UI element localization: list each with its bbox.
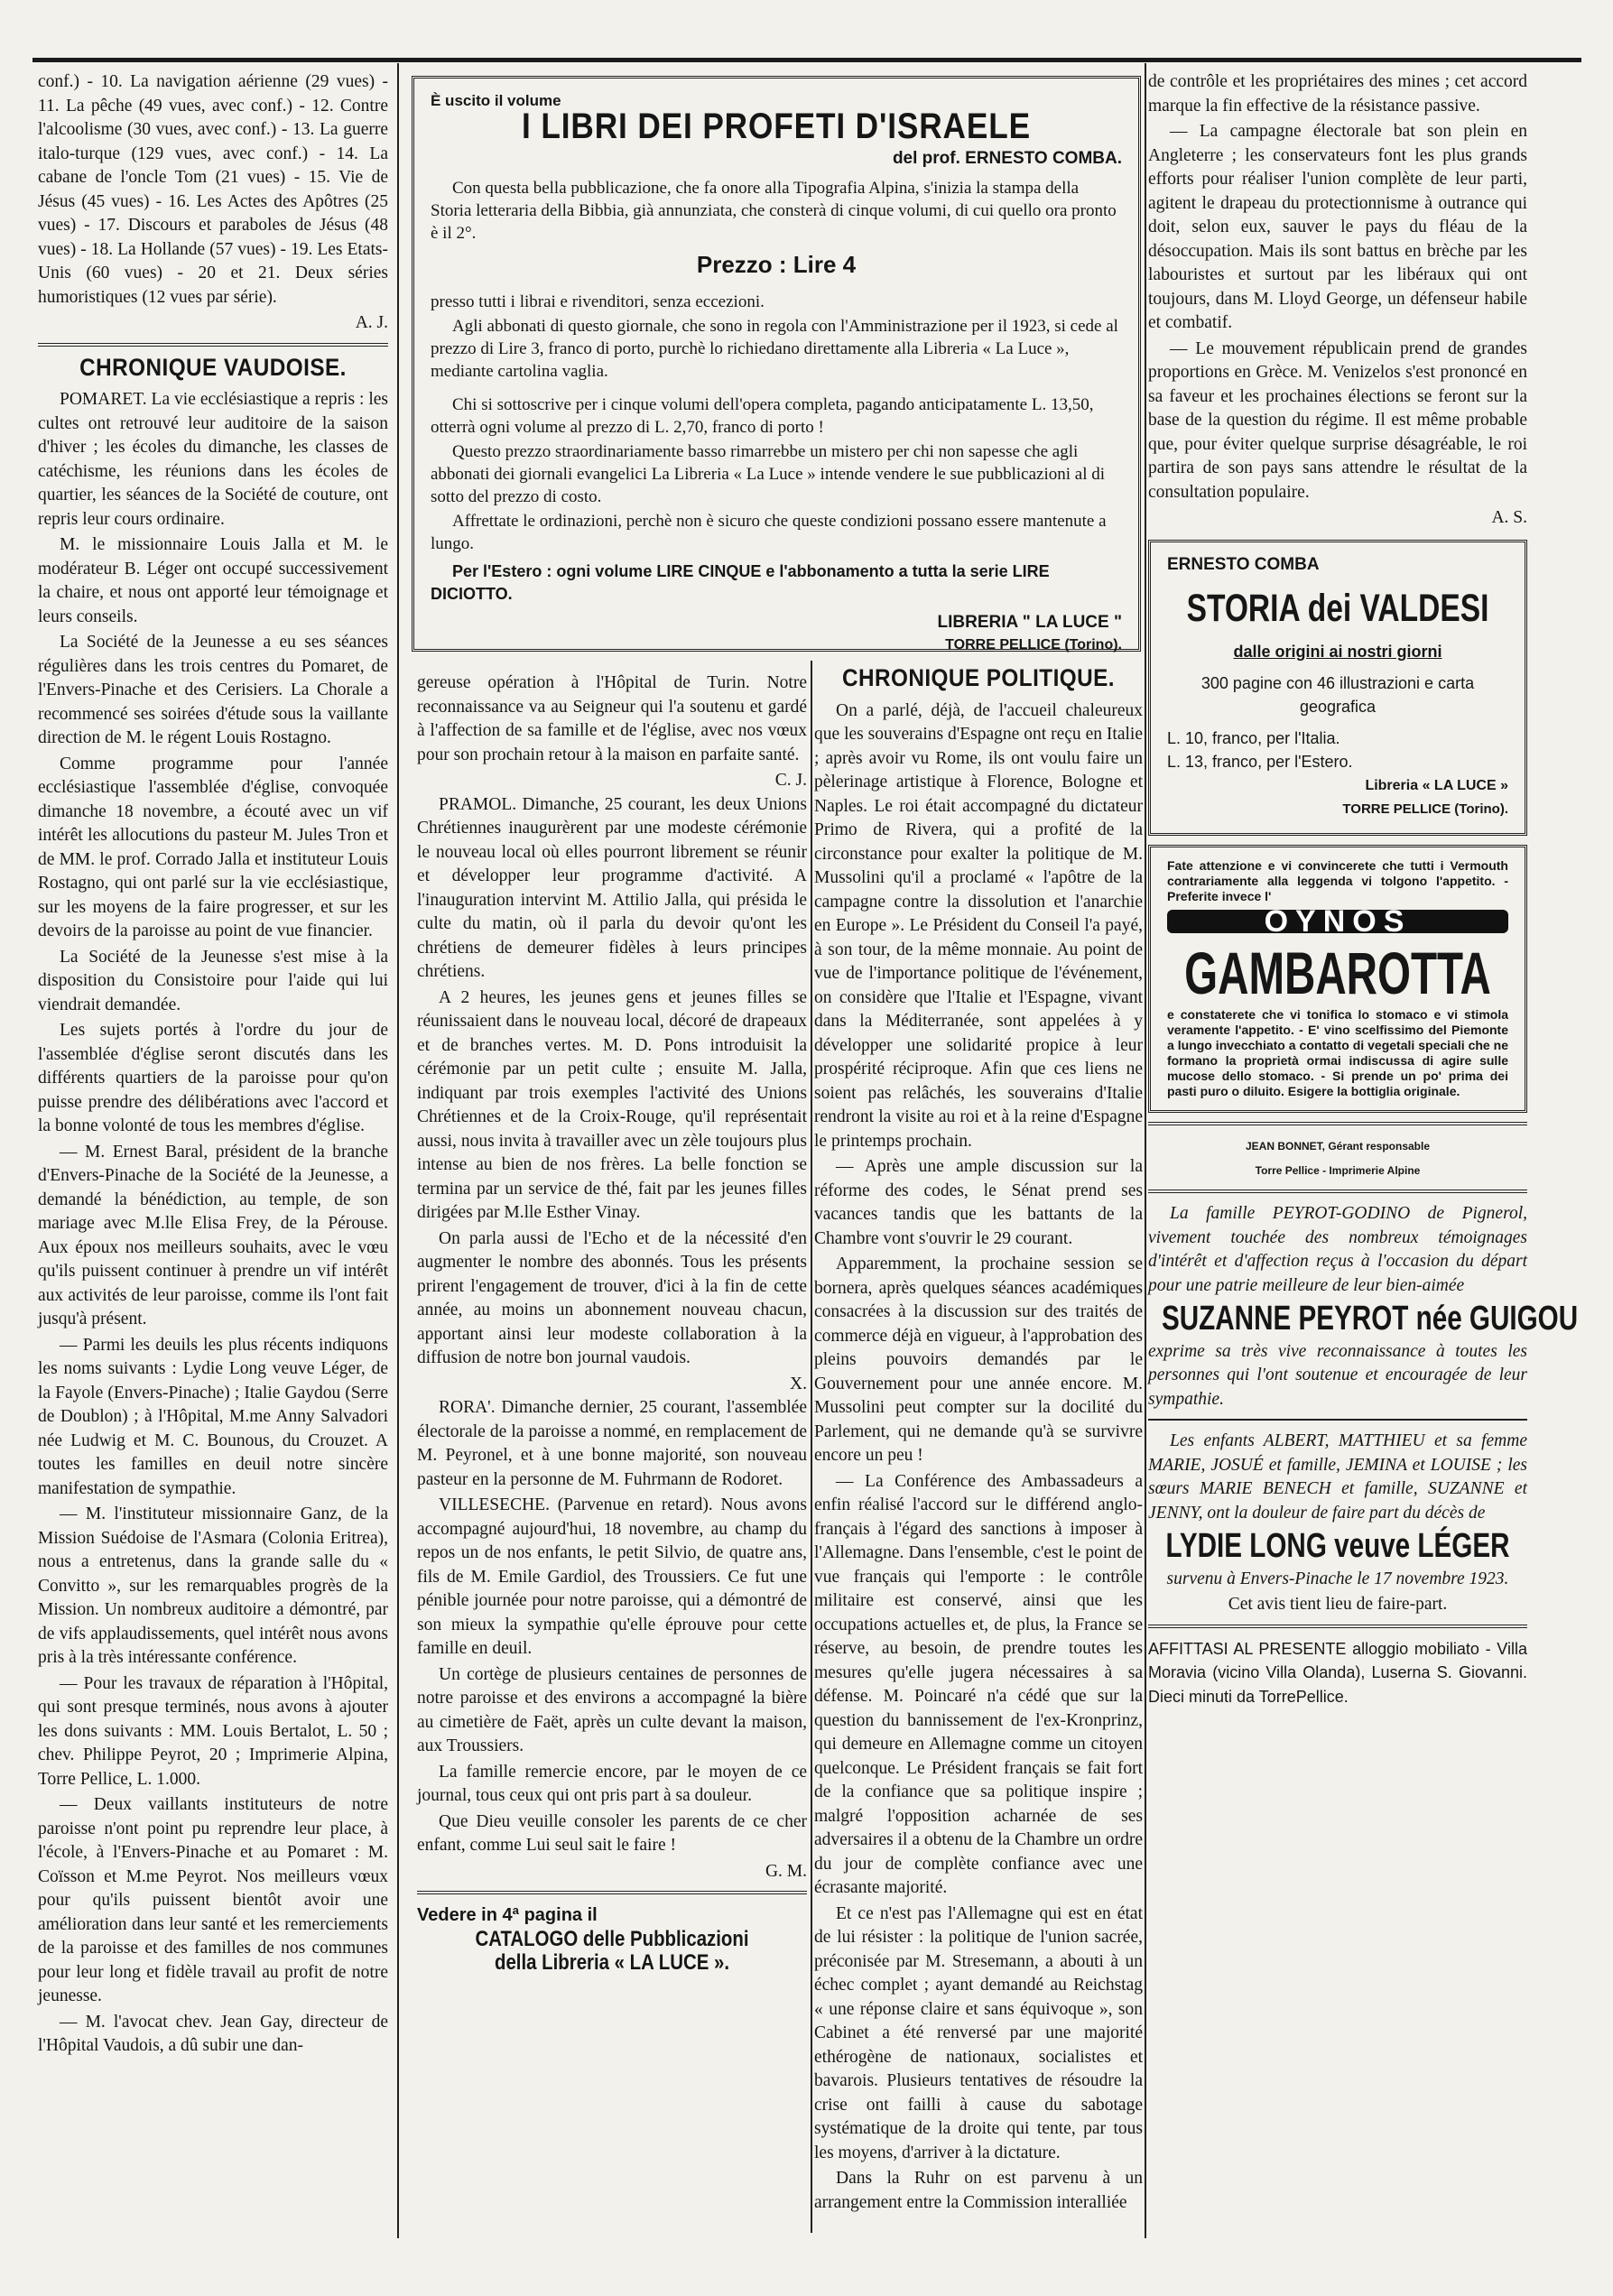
paragraph: de contrôle et les propriétaires des mines ; cet accord marque la fin effective de la résistance passive. [1148, 72, 1527, 116]
signature: C. J. [774, 771, 807, 790]
ad-paragraph: Agli abbonati di questo giornale, che sono in regola con l'Amministrazione per il 1923, si cede al prezzo di Lire 3, franco di porto, purchè lo richiedano direttamente alla Libreria « La Luce », mediante cartolina vaglia. [431, 317, 1118, 381]
paragraph: — Deux vaillants instituteurs de notre paroisse n'ont point pu reprendre leur place, à l'école, à l'Envers-Pinache et au Pomaret : M. Coïsson et M.me Peyrot. Nos meilleurs vœux pour qu'ils puissent bientôt avoir une amélioration dans leur santé et les remerciements de la paroisse et des familles de nos communes pour leur long et fidèle travail au profit de notre jeunesse. [38, 1795, 388, 2005]
divider [1148, 1122, 1527, 1125]
section-heading: CHRONIQUE POLITIQUE. [842, 664, 1115, 691]
paragraph: — M. Ernest Baral, président de la branche d'Envers-Pinache de la Société de la Jeunesse, a demandé la bénédiction, au temple, de son mariage avec M.lle Elisa Frey, de la Pérouse. Aux époux nos meilleurs souhaits, avec le vœu qu'ils puissent continuer à prendre un vif intérêt aux activités de leur paroisse, comme ils l'ont fait jusqu'à présent. [38, 1142, 388, 1329]
peyrot-name: SUZANNE PEYROT née GUIGOU [1162, 1300, 1579, 1338]
column-4 [1148, 70, 1579, 2241]
paragraph: La Société de la Jeunesse s'est mise à la disposition du Consistoire pour l'aide qui lui viendrait demandée. [38, 947, 388, 1014]
storia-subtitle: dalle origini ai nostri giorni [1233, 643, 1442, 661]
storia-ad [1148, 540, 1527, 836]
divider [1148, 1419, 1527, 1421]
ad-paragraph: Chi si sottoscrive per i cinque volumi dell'opera completa, pagando anticipatamente L. 13,50, otterrà ogni volume al prezzo di L. 2,70, franco di porto ! [431, 395, 1094, 437]
oynos-logo: OYNOS [1167, 910, 1508, 934]
paragraph: Apparemment, la prochaine session se bornera, après quelques séances académiques consacrées à la discussion sur des traités de commerce déjà en vigueur, à l'approbation des pleins pouvoirs demandés par le Gouvernement pour une année encore. M. Mussolini peut compter sur la docilité du Parlement, qui ne demande qu'à se survivre encore un peu ! [814, 1254, 1143, 1465]
peyrot-notice-2: exprime sa très vive reconnaissance à toutes les personnes qui l'ont soutenue et encouragée de leur sympathie. [1148, 1341, 1527, 1409]
paragraph: — La Conférence des Ambassadeurs a enfin réalisé l'accord sur le différend anglo-français à l'égard des sanctions à imposer à l'Allemagne. Dans l'ensemble, c'est le point de vue français qui l'emporte : le contrôle militaire est conservé, ainsi que les occupations actuelles et, de plus, la France se réserve, au besoin, de prendre toutes les mesures qu'elle jugera nécessaires à sa défense. M. Poincaré n'a cédé que sur la question du bannissement de l'ex-Kronprinz, qui demeure en Allemagne comme un citoyen quelconque. Le Président français se fait fort de la confiance que sa politique inspire ; malgré l'opposition acharnée de ses adversaires il a obtenu de la Chambre un ordre du jour de complète confiance avec une écrasante majorité. [814, 1471, 1143, 1897]
vedere-heading: Vedere in 4ª pagina il [417, 1905, 598, 1925]
storia-author: ERNESTO COMBA [1167, 554, 1320, 574]
long-note: Cet avis tient lieu de faire-part. [1228, 1595, 1448, 1614]
imprimerie: Torre Pellice - Imprimerie Alpine [1255, 1163, 1421, 1177]
paragraph: — Pour les travaux de réparation à l'Hôpital, qui sont presque terminés, nous avons à ajouter les dons suivants : MM. Louis Bertalot, L. 50 ; chev. Philippe Peyrot, 20 ; Imprimerie Alpina, Torre Pellice, L. 1.000. [38, 1673, 388, 1789]
newspaper-page [32, 58, 1581, 2260]
paragraph: Un cortège de plusieurs centaines de personnes de notre paroisse et des environs a accompagné la bière au cimetière de Faët, après un culte devant la maison, aux Troussiers. [417, 1664, 807, 1755]
paragraph: La Société de la Jeunesse a eu ses séances régulières dans les trois centres du Pomaret, de l'Envers-Pinache et des Cerisiers. La Chorale a recommencé ses soirées d'étude sous la vaillante direction de M. le régent Louis Rostagno. [38, 633, 388, 747]
gerant: JEAN BONNET, Gérant responsable [1245, 1140, 1431, 1153]
libri-ad [412, 76, 1141, 652]
slides-list: conf.) - 10. La navigation aérienne (29 vues) - 11. La pêche (49 vues, avec conf.) - 12. Contre l'alcoolisme (30 vues, avec conf.) - 13. La guerre italo-turque (129 vues, avec conf.) - 14. La cabane de l'oncle Tom (21 vues) - 15. Vie de Jésus (45 vues) - 16. Les Actes des Apôtres (25 vues) - 17. Discours et paraboles de Jésus (48 vues) - 18. La Hollande (57 vues) - 19. Les Etats-Unis (60 vues) - 20 et 21. Deux séries humoristiques (12 vues par série). [38, 72, 388, 307]
ad-signature-location: TORRE PELLICE (Torino). [945, 637, 1122, 653]
signature: X. [790, 1374, 807, 1393]
paragraph: — Parmi les deuils les plus récents indiquons les noms suivants : Lydie Long veuve Léger, de la Fayole (Envers-Pinache) ; Italie Gaydou (Serre de Doublon) ; à l'Hôpital, M.me Anny Salvadori née Ludwig et M. C. Bounous, du Crouzet. A toutes les familles en deuil notre sincère manifestation de sympathie. [38, 1335, 388, 1498]
ad-paragraph: presso tutti i librai e rivenditori, senza eccezioni. [431, 292, 765, 311]
paragraph: On parla aussi de l'Echo et de la nécessité d'en augmenter le nombre des abonnés. Tous les présents prirent l'engagement de trouver, d'ici à la fin de cette année, au moins un abonnement nouveau chacun, apportant ainsi leur modeste collaboration à la diffusion de notre bon journal vaudois. [417, 1228, 807, 1367]
section-heading: CHRONIQUE VAUDOISE. [79, 353, 347, 381]
paragraph: — Le mouvement républicain prend de grandes proportions en Grèce. M. Venizelos s'est prononcé en sa faveur et les prochaines élections se feront sur la base de la question du régime. Il est même probable que, pour éviter quelque surprise désagréable, le roi partira de son pays sans attendre le résultat de la consultation populaire. [1148, 338, 1527, 502]
divider [417, 1891, 807, 1894]
ad-paragraph: Questo prezzo straordinariamente basso rimarrebbe un mistero per chi non sapesse che agli abbonati dei giornali evangelici La Libreria « La Luce » intende vendere le sue pubblicazioni al di sotto del prezzo di costo. [431, 442, 1106, 506]
paragraph: — Après une ample discussion sur la réforme des codes, le Sénat prend ses vacances tandis que les battants de la Chambre vont s'ouvrir le 29 courant. [814, 1157, 1143, 1248]
peyrot-notice: La famille PEYROT-GODINO de Pignerol, vivement touchée des nombreux témoignages d'intérêt et d'affection reçus à l'occasion du départ pour une patrie meilleure de leur bien-aimée [1148, 1204, 1527, 1295]
paragraph: PRAMOL. Dimanche, 25 courant, les deux Unions Chrétiennes inaugurèrent par une modeste cérémonie le nouveau local où elles pourront librement se réunir et développer leur programme d'activité. A l'inauguration intervint M. Attilio Jalla, qui présida le culte du matin, où il parla du devoir qu'ont les chrétiens de demeurer fidèles à leurs principes chrétiens. [417, 794, 807, 981]
ad-title: I LIBRI DEI PROFETI D'ISRAELE [522, 106, 1031, 146]
divider [38, 343, 388, 347]
ad-byline: del prof. ERNESTO COMBA. [892, 149, 1122, 168]
paragraph: VILLESECHE. (Parvenue en retard). Nous avons accompagné aujourd'hui, 18 novembre, au champ du repos un de nos enfants, le petit Silvio, de quatre ans, fils de M. Emile Gardiol, des Troussiers. Ce fut une pénible journée pour notre paroisse, qui a démontré de son mieux la sympathie qu'elle éprouve pour cette famille en deuil. [417, 1495, 807, 1658]
column-rule [397, 63, 399, 2238]
ad-paragraph: Con questa bella pubblicazione, che fa onore alla Tipografia Alpina, s'inizia la stampa della Storia letteraria della Bibbia, già annunziata, che consterà di cinque volumi, di cui quello ora pronto è il 2°. [431, 179, 1117, 243]
long-notice: Les enfants ALBERT, MATTHIEU et sa femme MARIE, JOSUÉ et famille, JEMINA et LOUISE ; les sœurs MARIE BENECH et famille, SUZANNE et JENNY, ont la douleur de faire part du décès de [1148, 1431, 1527, 1523]
paragraph: Dans la Ruhr on est parvenu à un arrangement entre la Commission interalliée [814, 2169, 1143, 2212]
long-name: LYDIE LONG veuve LÉGER [1165, 1527, 1510, 1565]
storia-signature: Libreria « LA LUCE » [1365, 777, 1508, 793]
column-3 [814, 661, 1143, 2242]
paragraph: POMARET. La vie ecclésiastique a repris : les cultes ont retrouvé leur auditoire de la saison d'hiver ; les écoles du dimanche, les classes de catéchisme, les réunions dans les écoles de quartier, les séances de la Société de couture, ont repris leur cours ordinaire. [38, 390, 388, 529]
paragraph: — M. l'instituteur missionnaire Ganz, de la Mission Suédoise de l'Asmara (Colonia Eritrea), nous a entretenus, dans la grande salle du « Convitto », sur les remarquables progrès de la Mission. Un nombreux auditoire a démontré, par de vifs applaudissements, quel intérêt nous avons pris à la très intéressante conférence. [38, 1504, 388, 1667]
column-rule [1145, 63, 1146, 2238]
libri-ad-box [412, 76, 1141, 652]
gamb-top-text: Fate attenzione e vi convincerete che tutti i Vermouth contrariamente alla leggenda vi tolgono l'appetito. - Preferite invece l' [1167, 857, 1508, 903]
ad-paragraph: Affrettate le ordinazioni, perchè non è sicuro che queste condizioni possano essere mantenute a lungo. [431, 512, 1107, 553]
top-rule [32, 58, 1581, 62]
long-notice-2: survenu à Envers-Pinache le 17 novembre 1923. [1166, 1569, 1509, 1588]
paragraph: Comme programme pour l'année ecclésiastique l'assemblée d'église, convoquée dimanche 18 novembre, a écouté avec un vif intérêt les allocutions du pasteur M. Jules Tron et de MM. le prof. Corrado Jalla et instituteur Louis Rostagno, qui ont parlé sur la vie ecclésiastique, sur les moyens de la faire progresser, et sur les devoirs de la paroisse au point de vue financier. [38, 754, 388, 940]
paragraph: La famille remercie encore, par le moyen de ce journal, tous ceux qui ont pris part à sa douleur. [417, 1762, 807, 1805]
paragraph: — M. l'avocat chev. Jean Gay, directeur de l'Hôpital Vaudois, a dû subir une dan- [38, 2012, 388, 2055]
column-1 [38, 70, 388, 2241]
ad-signature: LIBRERIA " LA LUCE " [937, 613, 1122, 632]
paragraph: — La campagne électorale bat son plein en Angleterre ; les conservateurs font les plus grands efforts pour réaliser l'union complète de leur parti, agitent le drapeau du protectionnisme à outrance qui doit, selon eux, sauver le pays du fléau de la désoccupation. Mais ils sont battus en brèche par les labouristes et surtout par les libéraux qui ont toujours, dans M. Lloyd George, un défenseur habile et combatif. [1148, 122, 1527, 332]
paragraph: Et ce n'est pas l'Allemagne qui est en état de lui résister : la politique de l'union sacrée, préconisée par M. Stresemann, a abouti à un échec complet ; ayant demandé au Reichstag « une réponse claire et sans équivoque », son Cabinet a été renversé par une majorité ethérogène de nationaux, socialistes et bavarois. Plusieurs tentatives de résoudre la crise ont failli à cause du sabotage systématique de la droite qui tente, par tous les moyens, d'arriver à la dictature. [814, 1903, 1143, 2162]
gamb-bottom-text: e constaterete che vi tonifica lo stomaco e vi stimola veramente l'appetito. - E' vino scelfissimo del Piemonte a lungo invecchiato a contatto di vegetali speciali che ne formano la proprietà ormai indiscussa di agire sulle mucose dello stomaco. - Si prende un po' prima dei pasti puro o diluito. Esigere la bottiglia originale. [1167, 1007, 1508, 1098]
column-2 [417, 671, 807, 2242]
signature: A. J. [355, 313, 388, 332]
ad-price: Prezzo : Lire 4 [696, 251, 857, 278]
column-rule [811, 661, 812, 2233]
paragraph: gereuse opération à l'Hôpital de Turin. Notre reconnaissance va au Seigneur qui l'a soutenu et gardé à l'affection de sa famille et de l'église, avec nos vœux pour son prochain retour à la maison en parfaite santé. [417, 673, 807, 764]
paragraph: Les sujets portés à l'ordre du jour de l'assemblée d'église seront discutés dans les différents quartiers de la paroisse pour qu'on puisse prendre des délibérations avec l'accord et la bonne volonté de tous les membres d'église. [38, 1021, 388, 1135]
signature: G. M. [765, 1861, 807, 1881]
ad-kicker: È uscito il volume [431, 92, 561, 109]
storia-signature-location: TORRE PELLICE (Torino). [1342, 801, 1508, 817]
storia-price-italy: L. 10, franco, per l'Italia. [1167, 728, 1340, 747]
affittasi-notice: AFFITTASI AL PRESENTE alloggio mobiliato - Villa Moravia (vicino Villa Olanda), Luserna S. Giovanni. Dieci minuti da TorrePellice. [1148, 1639, 1527, 1706]
gambarotta-ad [1148, 845, 1527, 1114]
vedere-catalog: CATALOGO delle Pubblicazioni [475, 1926, 749, 1951]
paragraph: RORA'. Dimanche dernier, 25 courant, l'assemblée électorale de la paroisse a nommé, en remplacement de M. Peyronel, et à une bonne majorité, son nouveau pasteur en la personne de M. Fuhrmann de Rodoret. [417, 1398, 807, 1489]
paragraph: M. le missionnaire Louis Jalla et M. le modérateur B. Léger ont occupé successivement la chaire, et nous ont apporté leur témoignage et leurs conseils. [38, 535, 388, 626]
ad-paragraph: Per l'Estero : ogni volume LIRE CINQUE e l'abbonamento a tutta la serie LIRE DICIOTTO. [431, 562, 1050, 603]
paragraph: On a parlé, déjà, de l'accueil chaleureux que les souverains d'Espagne ont reçu en Italie ; après avoir vu Rome, ils ont voulu faire un pèlerinage artistique à Florence, Bologne et Naples. Le roi était accompagné du dictateur Primo de Rivera, qui a profité de la circonstance pour exalter la politique de M. Mussolini qu'il a proclamé « l'apôtre de la campagne contre la dissolution et l'anarchie en Europe ». Le Président du Conseil l'a payé, à son tour, de la même monnaie. Au point de vue de l'importance politique de l'événement, on considère que l'Italie et l'Espagne, vivant dans la Méditerranée, sont appelées à y développer une solidarité propice à leur prospérité réciproque. Afin que ces liens ne soient pas relâchés, les souverains d'Italie rendront la visite au roi et à la reine d'Espagne le printemps prochain. [814, 700, 1143, 1151]
storia-price-abroad: L. 13, franco, per l'Estero. [1167, 753, 1353, 771]
gambarotta-logo: GAMBAROTTA [1184, 940, 1491, 1006]
storia-title: STORIA dei VALDESI [1186, 587, 1489, 630]
paragraph: Que Dieu veuille consoler les parents de ce cher enfant, comme Lui seul sait le faire ! [417, 1811, 807, 1855]
paragraph: A 2 heures, les jeunes gens et jeunes filles se réunissaient dans le nouveau local, décoré de drapeaux et de branches vertes. M. D. Pons introduisit la cérémonie par un petit culte ; ensuite M. Jalla, indiquant par trois exemples l'activité des Unions Chrétiennes et de la Croix-Rouge, qu'il représentait aussi, nous invita à travailler avec un zèle toujours plus intense au bien de nos frères. La belle fonction se termina par un service de thé, fait par les jeunes filles dirigées par M.lle Esther Vinay. [417, 987, 807, 1222]
divider [1148, 1625, 1527, 1628]
storia-pages: 300 pagine con 46 illustrazioni e carta geografica [1200, 673, 1475, 716]
vedere-libreria: della Libreria « LA LUCE ». [495, 1950, 729, 1975]
signature: A. S. [1491, 508, 1527, 527]
divider [1148, 1190, 1527, 1193]
